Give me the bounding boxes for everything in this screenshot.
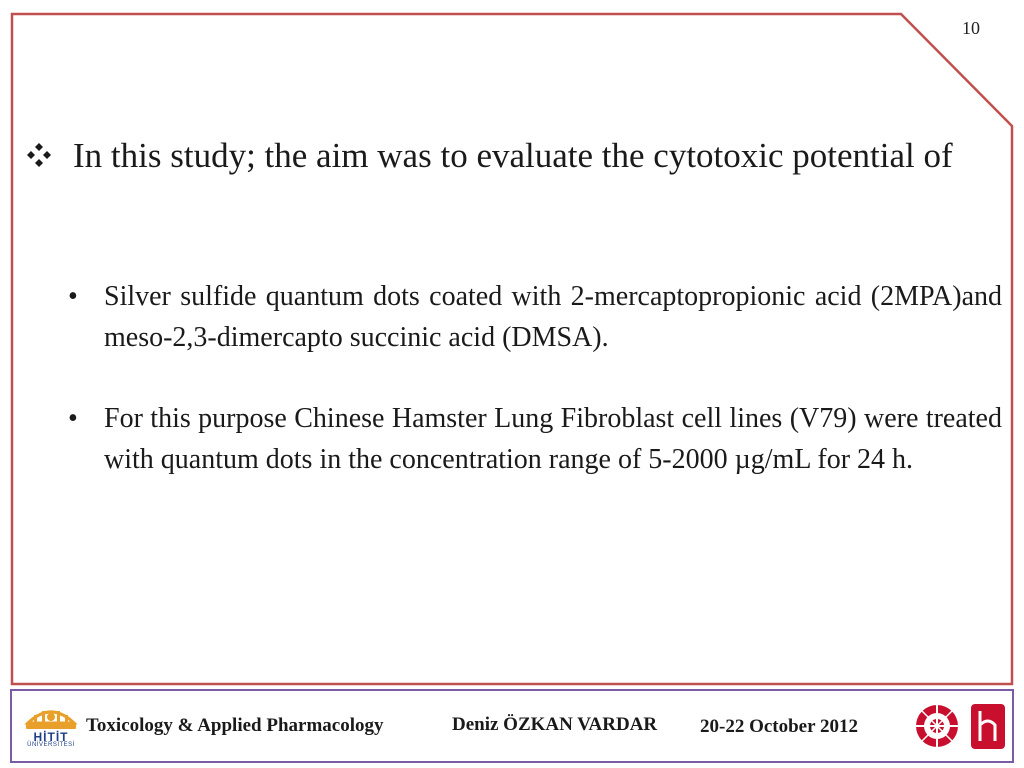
bullet-marker: • xyxy=(68,281,78,312)
footer-date: 20-22 October 2012 xyxy=(700,716,858,737)
sub-bullet xyxy=(68,276,1002,358)
main-bullet xyxy=(24,133,1002,178)
footer-title: Toxicology & Applied Pharmacology xyxy=(86,715,384,736)
logo-brand-text: HİTİT xyxy=(33,730,69,744)
main-bullet-text: In this study; the aim was to evaluate the cytotoxic potential of xyxy=(73,136,953,175)
bullet-marker: • xyxy=(68,403,78,434)
logo-sub-text: ÜNİVERSİTESİ xyxy=(27,742,75,748)
footer-author: Deniz ÖZKAN VARDAR xyxy=(452,714,658,735)
page-number: 10 xyxy=(962,18,980,38)
diamond-bullet-icon xyxy=(24,137,62,182)
hitit-university-logo-icon xyxy=(20,703,82,749)
hacettepe-logo-icon xyxy=(913,701,1009,758)
sub-bullet-text: Silver sulfide quantum dots coated with 2-mercaptopropionic acid (2MPA)and meso-2,3-dimercapto succinic acid (DMSA). xyxy=(104,281,1002,353)
sub-bullet xyxy=(68,398,1002,480)
sub-bullet-text: For this purpose Chinese Hamster Lung Fibroblast cell lines (V79) were treated with quantum dots in the concentration range of 5-2000 µg/mL for 24 h. xyxy=(104,403,1002,475)
